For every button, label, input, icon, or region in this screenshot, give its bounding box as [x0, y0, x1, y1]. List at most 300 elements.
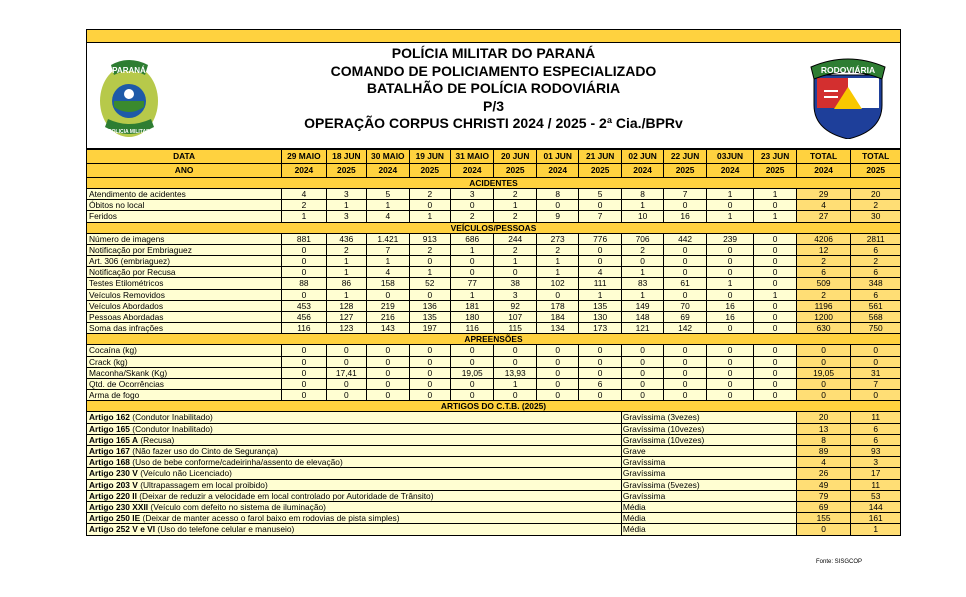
- value-cell: 1: [326, 289, 366, 300]
- value-cell: 1: [451, 289, 494, 300]
- value-cell: 2: [409, 244, 450, 255]
- ctb-row: [87, 490, 901, 501]
- article-description: [87, 468, 622, 479]
- value-cell: 1: [282, 211, 326, 222]
- value-cell: 127: [326, 312, 366, 323]
- article-number: Artigo 165: [89, 423, 130, 434]
- article-text: (Ultrapassagem em local proibido): [137, 479, 268, 490]
- year-column-header: 2024: [796, 164, 851, 178]
- value-cell: 0: [664, 390, 706, 401]
- article-text: (Não fazer uso do Cinto de Segurança): [129, 446, 279, 457]
- value-cell: 142: [664, 323, 706, 334]
- year-column-header: 2025: [851, 164, 901, 178]
- date-column-header: 29 MAIO: [282, 150, 326, 164]
- value-cell: 0: [494, 390, 536, 401]
- value-cell: 2: [409, 189, 450, 200]
- value-cell: 568: [851, 312, 901, 323]
- value-cell: 0: [706, 367, 754, 378]
- value-cell: 4: [367, 267, 409, 278]
- value-cell: 4: [282, 189, 326, 200]
- value-cell: 5: [367, 189, 409, 200]
- value-cell: 16: [664, 211, 706, 222]
- date-column-header: 31 MAIO: [451, 150, 494, 164]
- date-column-header: 21 JUN: [579, 150, 621, 164]
- value-cell: 1: [367, 256, 409, 267]
- value-cell: 173: [579, 323, 621, 334]
- ctb-value-2024: 0: [796, 524, 851, 535]
- ctb-value-2025: 11: [851, 479, 901, 490]
- row-label: Feridos: [87, 211, 282, 222]
- row-label: Art. 306 (embriaguez): [87, 256, 282, 267]
- ctb-value-2025: 3: [851, 457, 901, 468]
- table-row: [87, 379, 901, 390]
- value-cell: 1: [536, 256, 578, 267]
- row-label: Pessoas Abordadas: [87, 312, 282, 323]
- date-column-header: 03JUN: [706, 150, 754, 164]
- value-cell: 0: [664, 256, 706, 267]
- value-cell: 1196: [796, 300, 851, 311]
- value-cell: 0: [754, 323, 796, 334]
- ctb-value-2024: 155: [796, 513, 851, 524]
- value-cell: 1: [621, 289, 663, 300]
- date-column-header: 20 JUN: [494, 150, 536, 164]
- article-number: Artigo 250 IE: [89, 513, 141, 524]
- value-cell: 197: [409, 323, 450, 334]
- value-cell: 0: [621, 256, 663, 267]
- ctb-section-title: ARTIGOS DO C.T.B. (2025): [87, 401, 901, 412]
- ctb-row: [87, 513, 901, 524]
- value-cell: 0: [409, 289, 450, 300]
- value-cell: 0: [326, 356, 366, 367]
- value-cell: 29: [796, 189, 851, 200]
- article-number: Artigo 203 V: [89, 479, 138, 490]
- value-cell: 1: [621, 267, 663, 278]
- value-cell: 273: [536, 233, 578, 244]
- value-cell: 0: [451, 256, 494, 267]
- value-cell: 453: [282, 300, 326, 311]
- value-cell: 1: [326, 267, 366, 278]
- date-column-header: TOTAL: [851, 150, 901, 164]
- value-cell: 0: [494, 356, 536, 367]
- value-cell: 1: [367, 200, 409, 211]
- ctb-row: [87, 446, 901, 457]
- value-cell: 0: [621, 367, 663, 378]
- ctb-value-2025: 144: [851, 502, 901, 513]
- report-title: OPERAÇÃO CORPUS CHRISTI 2024 / 2025 - 2ª Cia./BPRv: [304, 115, 683, 131]
- value-cell: 509: [796, 278, 851, 289]
- article-text: (Condutor Inabilitado): [129, 423, 213, 434]
- value-cell: 0: [664, 379, 706, 390]
- year-column-header: 2024: [706, 164, 754, 178]
- value-cell: 10: [621, 211, 663, 222]
- value-cell: 4206: [796, 233, 851, 244]
- value-cell: 0: [536, 379, 578, 390]
- value-cell: 0: [409, 379, 450, 390]
- article-description: [87, 446, 622, 457]
- value-cell: 184: [536, 312, 578, 323]
- header-line-1: POLÍCIA MILITAR DO PARANÁ: [391, 45, 596, 61]
- value-cell: 6: [851, 289, 901, 300]
- value-cell: 0: [367, 379, 409, 390]
- value-cell: 0: [282, 244, 326, 255]
- ctb-value-2025: 6: [851, 423, 901, 434]
- source-note: Fonte: SISGCOP: [816, 559, 863, 565]
- date-column-header: 02 JUN: [621, 150, 663, 164]
- value-cell: 0: [282, 390, 326, 401]
- value-cell: 0: [664, 289, 706, 300]
- value-cell: 6: [579, 379, 621, 390]
- article-number: Artigo 165 A: [89, 434, 139, 445]
- article-text: (Uso do telefone celular e manuseio): [155, 524, 295, 535]
- article-description: [87, 434, 622, 445]
- value-cell: 0: [754, 312, 796, 323]
- value-cell: 158: [367, 278, 409, 289]
- value-cell: 178: [536, 300, 578, 311]
- value-cell: 102: [536, 278, 578, 289]
- value-cell: 0: [367, 390, 409, 401]
- table-row: [87, 367, 901, 378]
- value-cell: 686: [451, 233, 494, 244]
- section-title: ACIDENTES: [87, 178, 901, 189]
- value-cell: 0: [536, 390, 578, 401]
- value-cell: 1: [494, 379, 536, 390]
- value-cell: 1: [494, 200, 536, 211]
- value-cell: 27: [796, 211, 851, 222]
- value-cell: 0: [326, 345, 366, 356]
- value-cell: 0: [326, 379, 366, 390]
- value-cell: 0: [282, 289, 326, 300]
- ctb-value-2025: 161: [851, 513, 901, 524]
- value-cell: 0: [621, 345, 663, 356]
- value-cell: 0: [706, 256, 754, 267]
- value-cell: 0: [754, 390, 796, 401]
- value-cell: 20: [851, 189, 901, 200]
- value-cell: 0: [282, 345, 326, 356]
- value-cell: 0: [796, 379, 851, 390]
- year-column-header: 2025: [579, 164, 621, 178]
- value-cell: 0: [664, 267, 706, 278]
- value-cell: 881: [282, 233, 326, 244]
- value-cell: 1: [326, 256, 366, 267]
- value-cell: 2: [621, 244, 663, 255]
- value-cell: 13,93: [494, 367, 536, 378]
- value-cell: 630: [796, 323, 851, 334]
- table-row: [87, 211, 901, 222]
- table-row: [87, 345, 901, 356]
- value-cell: 0: [706, 345, 754, 356]
- date-column-header: 30 MAIO: [367, 150, 409, 164]
- section-header-row: [87, 222, 901, 233]
- value-cell: 115: [494, 323, 536, 334]
- table-row: [87, 323, 901, 334]
- value-cell: 0: [282, 256, 326, 267]
- value-cell: 1: [706, 189, 754, 200]
- value-cell: 2: [851, 256, 901, 267]
- value-cell: 30: [851, 211, 901, 222]
- value-cell: 0: [664, 356, 706, 367]
- value-cell: 0: [754, 367, 796, 378]
- value-cell: 0: [754, 244, 796, 255]
- ctb-value-2025: 6: [851, 434, 901, 445]
- row-label: Crack (kg): [87, 356, 282, 367]
- article-description: [87, 412, 622, 423]
- value-cell: 456: [282, 312, 326, 323]
- ctb-value-2024: 4: [796, 457, 851, 468]
- logo-left-text: PARANÁ: [112, 66, 146, 75]
- value-cell: 0: [536, 356, 578, 367]
- value-cell: 0: [579, 367, 621, 378]
- value-cell: 0: [282, 367, 326, 378]
- value-cell: 0: [579, 390, 621, 401]
- report-sheet: [86, 29, 901, 536]
- value-cell: 0: [579, 244, 621, 255]
- value-cell: 0: [282, 379, 326, 390]
- date-header-row: [87, 150, 901, 164]
- value-cell: 0: [451, 267, 494, 278]
- value-cell: 0: [706, 356, 754, 367]
- article-number: Artigo 168: [89, 457, 130, 468]
- ctb-row: [87, 457, 901, 468]
- value-cell: 86: [326, 278, 366, 289]
- row-label: Arma de fogo: [87, 390, 282, 401]
- value-cell: 2: [796, 256, 851, 267]
- value-cell: 1: [494, 256, 536, 267]
- table-row: [87, 267, 901, 278]
- value-cell: 2: [851, 200, 901, 211]
- value-cell: 1: [754, 211, 796, 222]
- ctb-value-2024: 49: [796, 479, 851, 490]
- value-cell: 134: [536, 323, 578, 334]
- article-description: [87, 513, 622, 524]
- article-description: [87, 457, 622, 468]
- value-cell: 143: [367, 323, 409, 334]
- table-row: [87, 189, 901, 200]
- logo-left-bottom-text: POLICIA MILITAR: [108, 129, 150, 135]
- header-line-3: BATALHÃO DE POLÍCIA RODOVIÁRIA: [366, 80, 621, 96]
- statistics-table: [86, 149, 901, 536]
- value-cell: 7: [579, 211, 621, 222]
- value-cell: 16: [706, 312, 754, 323]
- value-cell: 0: [706, 267, 754, 278]
- value-cell: 148: [621, 312, 663, 323]
- value-cell: 6: [851, 244, 901, 255]
- value-cell: 0: [451, 390, 494, 401]
- value-cell: 0: [367, 367, 409, 378]
- value-cell: 0: [367, 356, 409, 367]
- value-cell: 0: [494, 267, 536, 278]
- year-column-header: 2024: [621, 164, 663, 178]
- article-text: (Deixar de manter acesso o farol baixo em rodovias de pista simples): [140, 513, 400, 524]
- date-column-header: 19 JUN: [409, 150, 450, 164]
- infraction-class: Média: [621, 524, 796, 535]
- article-text: (Deixar de reduzir a velocidade em local controlado por Autoridade de Trânsito): [136, 490, 434, 501]
- article-text: (Veículo com defeito no sistema de iluminação): [148, 502, 326, 513]
- article-description: [87, 479, 622, 490]
- value-cell: 2: [536, 244, 578, 255]
- value-cell: 0: [536, 367, 578, 378]
- row-label: Cocaína (kg): [87, 345, 282, 356]
- value-cell: 135: [409, 312, 450, 323]
- value-cell: 0: [579, 200, 621, 211]
- row-label: Número de imagens: [87, 233, 282, 244]
- article-description: [87, 490, 622, 501]
- year-column-header: 2025: [754, 164, 796, 178]
- year-column-header: 2025: [664, 164, 706, 178]
- value-cell: 1: [706, 211, 754, 222]
- value-cell: 0: [796, 390, 851, 401]
- value-cell: 12: [796, 244, 851, 255]
- value-cell: 0: [282, 267, 326, 278]
- row-label: Soma das infrações: [87, 323, 282, 334]
- value-cell: 0: [579, 345, 621, 356]
- value-cell: 0: [706, 200, 754, 211]
- infraction-class: Grave: [621, 446, 796, 457]
- article-text: (Condutor Inabilitado): [129, 412, 213, 423]
- value-cell: 38: [494, 278, 536, 289]
- value-cell: 2811: [851, 233, 901, 244]
- ctb-value-2024: 79: [796, 490, 851, 501]
- infraction-class: Gravíssima: [621, 468, 796, 479]
- article-number: Artigo 230 XXII: [89, 502, 149, 513]
- date-column-header: 23 JUN: [754, 150, 796, 164]
- value-cell: 1: [706, 278, 754, 289]
- value-cell: 0: [451, 345, 494, 356]
- logo-right-text: RODOVIÁRIA: [820, 65, 876, 75]
- article-text: (Recusa): [138, 434, 175, 445]
- article-description: [87, 524, 622, 535]
- row-label: Notificação por Embriaguez: [87, 244, 282, 255]
- infraction-class: Gravíssima: [621, 457, 796, 468]
- value-cell: 0: [536, 200, 578, 211]
- value-cell: 244: [494, 233, 536, 244]
- value-cell: 1: [409, 211, 450, 222]
- value-cell: 750: [851, 323, 901, 334]
- value-cell: 128: [326, 300, 366, 311]
- infraction-class: Gravíssima (5vezes): [621, 479, 796, 490]
- article-text: (Veículo não Licenciado): [137, 468, 232, 479]
- article-number: Artigo 230 V: [89, 468, 138, 479]
- value-cell: 0: [706, 289, 754, 300]
- value-cell: 149: [621, 300, 663, 311]
- value-cell: 2: [796, 289, 851, 300]
- value-cell: 111: [579, 278, 621, 289]
- value-cell: 4: [579, 267, 621, 278]
- value-cell: 0: [664, 244, 706, 255]
- value-cell: 1: [579, 289, 621, 300]
- year-column-header: 2024: [367, 164, 409, 178]
- value-cell: 6: [796, 267, 851, 278]
- value-cell: 19,05: [796, 367, 851, 378]
- value-cell: 3: [494, 289, 536, 300]
- value-cell: 4: [796, 200, 851, 211]
- value-cell: 0: [282, 356, 326, 367]
- value-cell: 0: [451, 379, 494, 390]
- value-cell: 180: [451, 312, 494, 323]
- ctb-value-2024: 26: [796, 468, 851, 479]
- section-header-row: [87, 334, 901, 345]
- value-cell: 0: [409, 256, 450, 267]
- value-cell: 0: [664, 200, 706, 211]
- value-cell: 0: [621, 356, 663, 367]
- value-cell: 9: [536, 211, 578, 222]
- date-column-header: 01 JUN: [536, 150, 578, 164]
- value-cell: 77: [451, 278, 494, 289]
- value-cell: 913: [409, 233, 450, 244]
- top-bar: [86, 29, 901, 43]
- value-cell: 0: [664, 345, 706, 356]
- ctb-row: [87, 434, 901, 445]
- ctb-value-2025: 1: [851, 524, 901, 535]
- value-cell: 1: [754, 189, 796, 200]
- value-cell: 0: [754, 345, 796, 356]
- table-row: [87, 356, 901, 367]
- year-column-header: 2024: [536, 164, 578, 178]
- value-cell: 0: [851, 356, 901, 367]
- value-cell: 92: [494, 300, 536, 311]
- value-cell: 0: [754, 233, 796, 244]
- value-cell: 1: [326, 200, 366, 211]
- year-column-header: 2025: [326, 164, 366, 178]
- value-cell: 83: [621, 278, 663, 289]
- value-cell: 706: [621, 233, 663, 244]
- value-cell: 0: [621, 390, 663, 401]
- year-column-header: 2025: [409, 164, 450, 178]
- data-header-label: DATA: [87, 150, 282, 164]
- value-cell: 436: [326, 233, 366, 244]
- report-header: [86, 43, 901, 149]
- table-row: [87, 233, 901, 244]
- row-label: Testes Etilométricos: [87, 278, 282, 289]
- value-cell: 7: [367, 244, 409, 255]
- value-cell: 121: [621, 323, 663, 334]
- value-cell: 69: [664, 312, 706, 323]
- article-number: Artigo 167: [89, 446, 130, 457]
- value-cell: 116: [451, 323, 494, 334]
- row-label: Veículos Removidos: [87, 289, 282, 300]
- year-header-row: [87, 164, 901, 178]
- value-cell: 0: [754, 278, 796, 289]
- table-row: [87, 300, 901, 311]
- ctb-row: [87, 412, 901, 423]
- ctb-value-2025: 93: [851, 446, 901, 457]
- header-line-4: P/3: [482, 97, 504, 114]
- value-cell: 0: [754, 300, 796, 311]
- row-label: Atendimento de acidentes: [87, 189, 282, 200]
- ctb-row: [87, 524, 901, 535]
- value-cell: 0: [754, 200, 796, 211]
- value-cell: 0: [409, 367, 450, 378]
- table-row: [87, 256, 901, 267]
- year-column-header: 2024: [451, 164, 494, 178]
- value-cell: 7: [851, 379, 901, 390]
- value-cell: 776: [579, 233, 621, 244]
- section-title: APREENSÕES: [87, 334, 901, 345]
- article-number: Artigo 220 II: [89, 490, 137, 501]
- value-cell: 1: [409, 267, 450, 278]
- infraction-class: Gravíssima (10vezes): [621, 423, 796, 434]
- value-cell: 2: [282, 200, 326, 211]
- article-description: [87, 502, 622, 513]
- ctb-value-2024: 8: [796, 434, 851, 445]
- table-row: [87, 390, 901, 401]
- value-cell: 3: [326, 211, 366, 222]
- value-cell: 0: [494, 345, 536, 356]
- value-cell: 3: [451, 189, 494, 200]
- value-cell: 0: [706, 379, 754, 390]
- value-cell: 0: [451, 200, 494, 211]
- row-label: Maconha/Skank (Kg): [87, 367, 282, 378]
- infraction-class: Gravíssima: [621, 490, 796, 501]
